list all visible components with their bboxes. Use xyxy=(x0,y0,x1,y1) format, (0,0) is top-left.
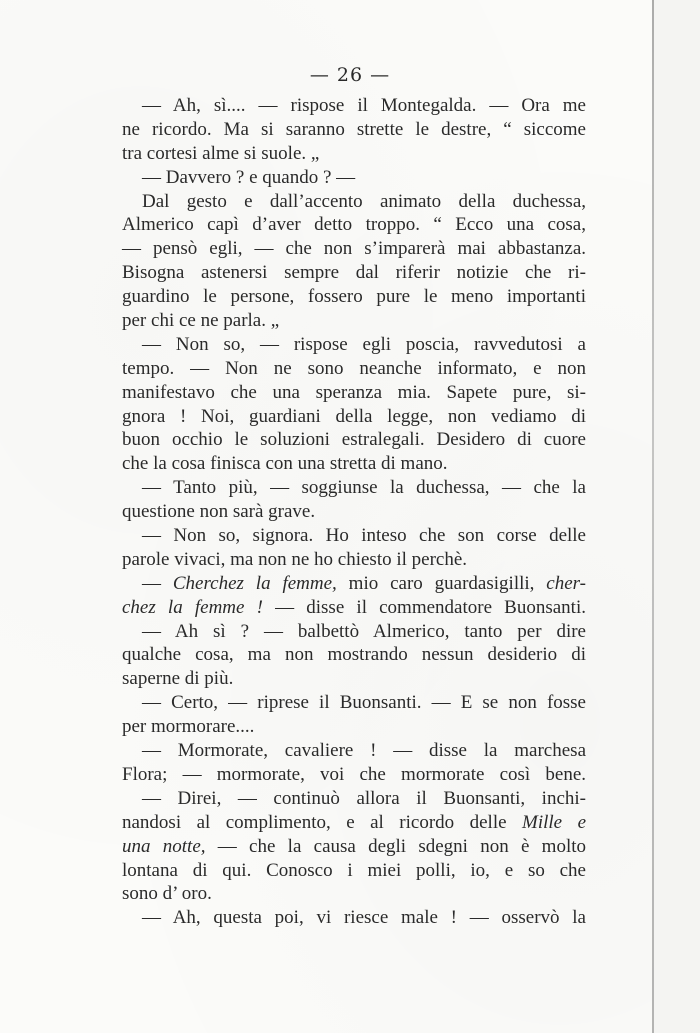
italic-segment: Cherchez la femme, xyxy=(172,572,337,594)
text-line: — Non so, — rispose egli poscia, ravvedutosi a xyxy=(142,333,586,355)
text-line: Almerico capì d’aver detto troppo. “ Ecco una cosa, xyxy=(122,214,586,236)
text-line: — Non so, signora. Ho inteso che son corse delle xyxy=(142,525,586,547)
text-line: — Ah, sì.... — rispose il Montegalda. — Ora me xyxy=(142,95,586,116)
page-fold-edge xyxy=(652,0,654,1033)
text-line: Flora; — mormorate, voi che mormorate così bene. xyxy=(122,763,586,785)
page-margin-shadow xyxy=(654,0,700,1033)
page-number: — 26 — xyxy=(309,64,391,86)
text-line: che la cosa finisca con una stretta di mano. xyxy=(122,453,448,475)
text-line: — pensò egli, — che non s’imparerà mai abbastanza. xyxy=(122,238,586,260)
body-text xyxy=(122,94,586,930)
text-segment: nandosi al complimento, e al ricordo delle xyxy=(122,811,523,833)
text-line: manifestavo che una speranza mia. Sapete pure, si- xyxy=(122,381,586,403)
text-line: tra cortesi alme si suole. „ xyxy=(122,142,320,164)
italic-segment: cher- xyxy=(546,572,586,594)
text-line: — Mormorate, cavaliere ! — disse la marchesa xyxy=(142,740,586,762)
text-line: — Ah sì ? — balbettò Almerico, tanto per dire xyxy=(142,620,586,642)
italic-segment: chez la femme ! xyxy=(122,596,263,618)
text-segment: — disse il commendatore Buonsanti. xyxy=(262,596,586,618)
text-line: saperne di più. xyxy=(122,668,234,690)
text-line: — Tanto più, — soggiunse la duchessa, — che la xyxy=(142,477,586,499)
text-segment: — xyxy=(142,572,173,594)
italic-segment: Mille e xyxy=(522,811,587,833)
text-line xyxy=(122,596,586,620)
text-line: Bisogna astenersi sempre dal riferir notizie che ri- xyxy=(122,262,586,284)
text-line: buon occhio le soluzioni estralegali. Desidero di cuore xyxy=(122,429,586,451)
text-line: gnora ! Noi, guardiani della legge, non vediamo di xyxy=(122,405,586,427)
text-line: — Direi, — continuò allora il Buonsanti, inchi- xyxy=(142,787,586,809)
text-line: parole vivaci, ma non ne ho chiesto il perchè. xyxy=(122,548,468,570)
text-line: — Davvero ? e quando ? — xyxy=(142,166,356,188)
text-line: lontana di qui. Conosco i miei polli, io, e so che xyxy=(122,859,586,881)
text-line: — Certo, — riprese il Buonsanti. — E se non fosse xyxy=(142,692,586,714)
text-segment: — che la causa degli sdegni non è molto xyxy=(205,835,587,857)
text-line: questione non sarà grave. xyxy=(122,501,316,523)
text-line: qualche cosa, ma non mostrando nessun desiderio di xyxy=(122,644,586,666)
italic-segment: una notte, xyxy=(122,835,206,857)
text-line: per chi ce ne parla. „ xyxy=(122,310,280,332)
text-line: guardino le persone, fossero pure le meno importanti xyxy=(122,286,586,308)
text-line xyxy=(122,835,586,859)
text-line: ne ricordo. Ma si saranno strette le destre, “ siccome xyxy=(122,118,586,140)
text-line xyxy=(122,572,586,596)
text-segment: mio caro guardasigilli, xyxy=(336,572,547,594)
text-line: sono d’ oro. xyxy=(122,883,212,905)
text-line: Dal gesto e dall’accento animato della duchessa, xyxy=(142,190,586,212)
text-line: — Ah, questa poi, vi riesce male ! — osservò la xyxy=(142,907,586,929)
text-line xyxy=(122,811,586,835)
text-line: per mormorare.... xyxy=(122,716,255,738)
text-line: tempo. — Non ne sono neanche informato, e non xyxy=(122,357,586,379)
